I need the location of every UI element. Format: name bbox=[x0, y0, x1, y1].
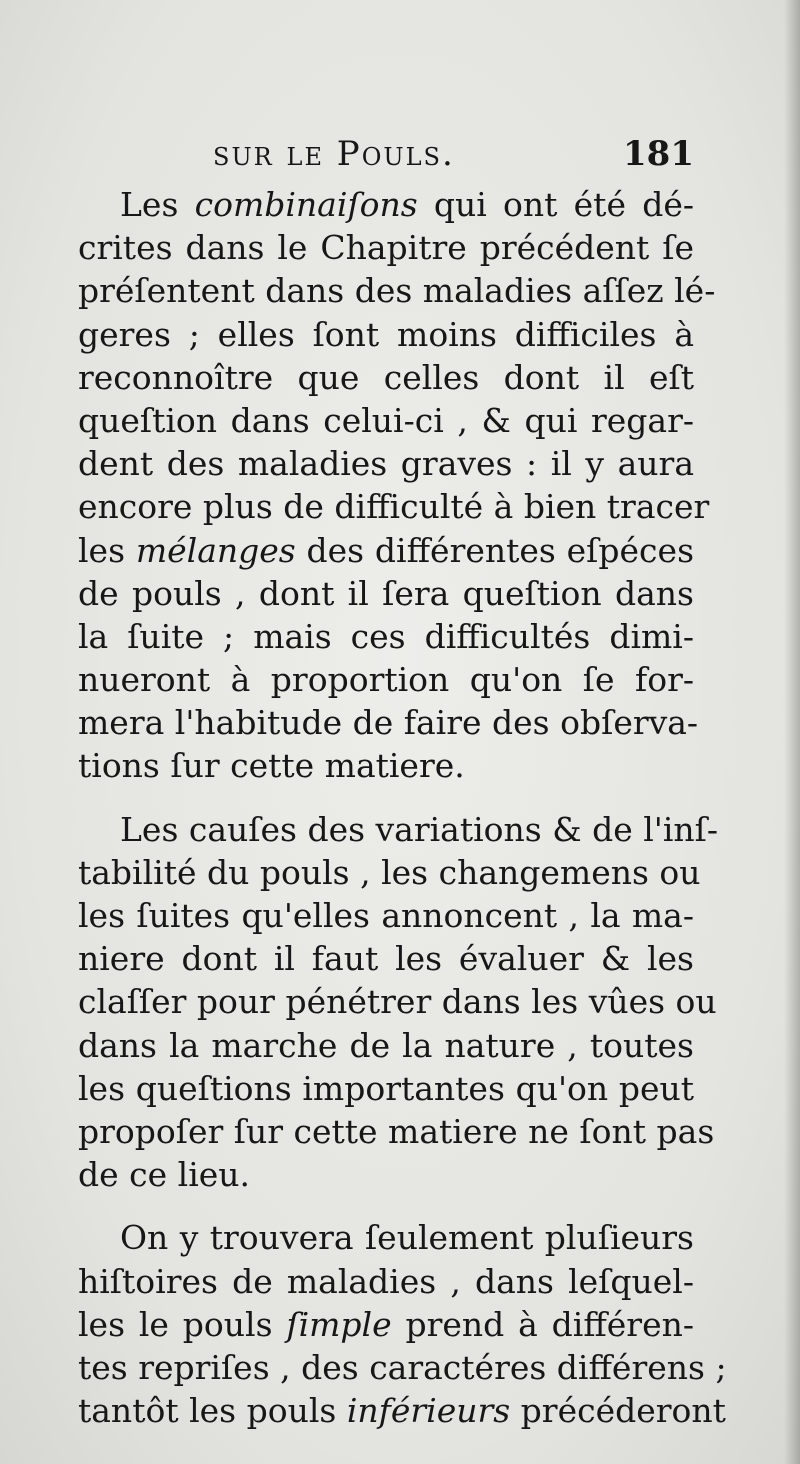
text-segment: les ſuites qu'elles annoncent , la ma- bbox=[78, 896, 694, 935]
text-line bbox=[78, 1216, 694, 1259]
text-segment: tions ſur cette matiere. bbox=[78, 746, 465, 786]
text-segment: nueront à proportion qu'on ſe for- bbox=[78, 660, 694, 700]
paragraph bbox=[78, 1216, 727, 1432]
text-segment: de ce lieu. bbox=[78, 1155, 251, 1195]
paragraph bbox=[78, 183, 716, 788]
text-segment: Les cauſes des variations & de l'inſ- bbox=[120, 809, 719, 849]
text-line bbox=[78, 269, 716, 312]
text-segment: prend à différen- bbox=[391, 1304, 694, 1344]
text-line bbox=[78, 183, 694, 226]
text-segment: tabilité du pouls , les changemens ou bbox=[78, 852, 701, 892]
italic-term: combinaiſons bbox=[194, 185, 418, 224]
text-line bbox=[78, 1389, 726, 1432]
text-line bbox=[78, 442, 694, 485]
text-segment: encore plus de difficulté à bien tracer bbox=[78, 487, 710, 527]
text-line bbox=[78, 399, 694, 442]
text-line bbox=[78, 485, 710, 528]
italic-term: mélanges bbox=[135, 530, 296, 570]
text-segment: tes repriſes , des caractéres différens ; bbox=[78, 1347, 727, 1387]
text-line bbox=[78, 980, 717, 1023]
text-line bbox=[78, 808, 719, 851]
text-segment: crites dans le Chapitre précédent ſe bbox=[78, 228, 694, 268]
text-segment: des différentes eſpéces bbox=[295, 530, 694, 570]
italic-term: inférieurs bbox=[346, 1391, 511, 1431]
text-segment: tantôt les pouls bbox=[78, 1391, 347, 1431]
text-line bbox=[78, 615, 694, 658]
text-segment: les le pouls bbox=[78, 1304, 287, 1344]
text-line bbox=[78, 1067, 694, 1110]
text-line bbox=[78, 1260, 694, 1303]
text-line bbox=[78, 658, 694, 701]
text-line bbox=[78, 851, 701, 894]
text-segment: mera l'habitude de faire des obſerva- bbox=[78, 703, 699, 743]
page-edge-shadow bbox=[784, 0, 800, 1464]
text-segment: la ſuite ; mais ces difficultés dimi- bbox=[78, 616, 694, 656]
text-segment: niere dont il faut les évaluer & les bbox=[78, 939, 694, 979]
text-segment: On y trouvera ſeulement pluſieurs bbox=[120, 1218, 694, 1258]
text-segment: claſſer pour pénétrer dans les vûes ou bbox=[78, 982, 717, 1022]
text-segment: les queſtions importantes qu'on peut bbox=[78, 1068, 694, 1108]
italic-term: ſimple bbox=[286, 1304, 392, 1344]
text-segment: reconnoître que celles dont il eſt bbox=[78, 357, 694, 397]
text-line bbox=[78, 744, 694, 787]
text-line bbox=[78, 894, 694, 937]
text-segment: préſentent dans des maladies aſſez lé- bbox=[78, 271, 716, 311]
text-line bbox=[78, 313, 694, 356]
text-segment: hiſtoires de maladies , dans leſquel- bbox=[78, 1261, 694, 1301]
text-line bbox=[78, 1110, 715, 1153]
page-number: 181 bbox=[623, 134, 694, 174]
text-segment: dans la marche de la nature , toutes bbox=[78, 1025, 694, 1065]
text-line bbox=[78, 1346, 727, 1389]
text-segment: Les bbox=[120, 185, 195, 224]
body-text bbox=[78, 183, 727, 1432]
text-line bbox=[78, 1024, 694, 1067]
text-segment: de pouls , dont il ſera queſtion dans bbox=[78, 573, 694, 613]
text-segment: les bbox=[78, 530, 136, 570]
text-segment: propoſer ſur cette matiere ne ſont pas bbox=[78, 1111, 715, 1151]
running-head bbox=[78, 130, 694, 180]
text-line bbox=[78, 529, 694, 572]
text-line bbox=[78, 356, 694, 399]
text-line bbox=[78, 937, 694, 980]
text-segment: qui ont été dé- bbox=[417, 185, 694, 224]
text-line bbox=[78, 701, 699, 744]
running-title: sur le Pouls. bbox=[213, 134, 455, 174]
text-segment: précéderont bbox=[510, 1391, 726, 1431]
text-segment: geres ; elles ſont moins difficiles à bbox=[78, 314, 694, 354]
text-segment: dent des maladies graves : il y aura bbox=[78, 444, 694, 484]
text-line bbox=[78, 226, 694, 269]
text-segment: queſtion dans celui-ci , & qui regar- bbox=[78, 400, 694, 440]
text-line bbox=[78, 1153, 694, 1196]
text-line bbox=[78, 572, 694, 615]
text-line bbox=[78, 1303, 694, 1346]
paragraph bbox=[78, 808, 719, 1197]
